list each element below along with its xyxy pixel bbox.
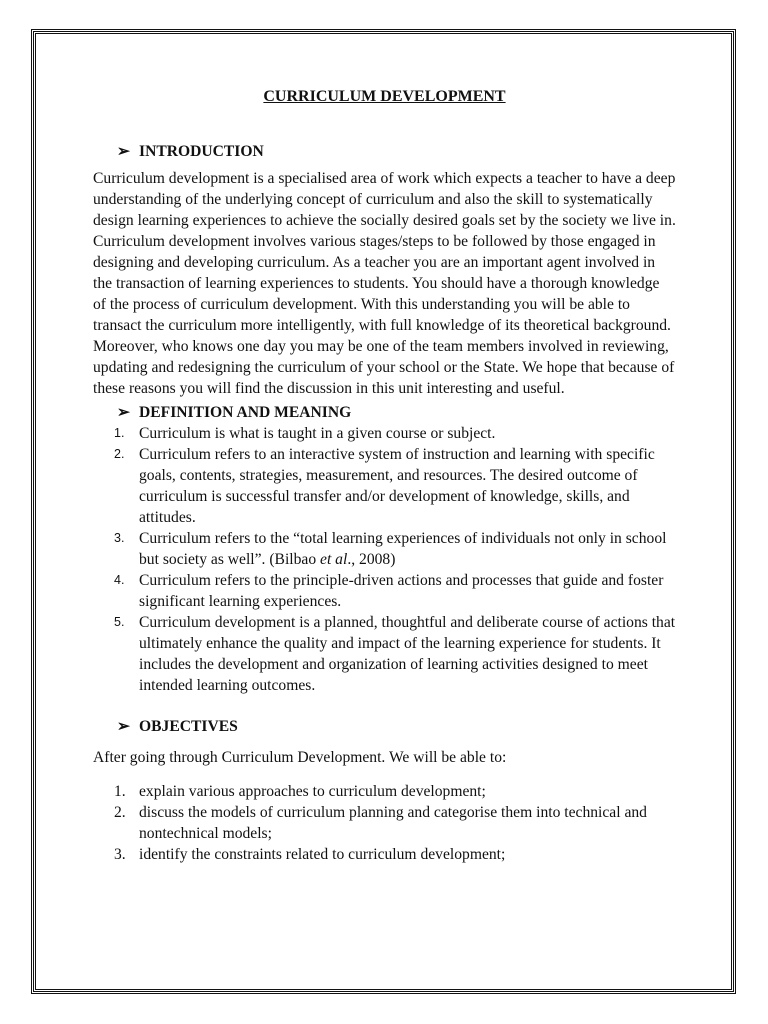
heading-text: OBJECTIVES <box>139 718 238 735</box>
objectives-list <box>93 781 676 865</box>
list-text: Curriculum refers to an interactive system of instruction and learning with specific goals, contents, strategies, measurement, and resources. The desired outcome of curriculum is successful transfer and/or development of knowledge, skills, and attitudes. <box>139 446 655 526</box>
list-number: 2. <box>114 447 125 461</box>
list-item <box>93 423 676 444</box>
list-number: 1. <box>114 783 126 800</box>
list-text: identify the constraints related to curriculum development; <box>139 846 506 863</box>
list-text <box>139 528 676 570</box>
list-text-before: Curriculum refers to the “total learning experiences of individuals not only in school but society as well”. (Bilbao <box>139 530 667 568</box>
list-text: discuss the models of curriculum planning and categorise them into technical and nontechnical models; <box>139 804 647 842</box>
list-item <box>93 612 676 696</box>
list-item <box>93 802 676 844</box>
section-heading-introduction <box>93 141 676 162</box>
heading-text: INTRODUCTION <box>139 143 264 160</box>
list-number: 4. <box>114 573 125 587</box>
arrow-bullet-icon: ➢ <box>117 143 131 160</box>
document-title: CURRICULUM DEVELOPMENT <box>263 88 506 105</box>
list-number: 1. <box>114 426 125 440</box>
list-text-italic: et al <box>320 551 348 568</box>
list-item <box>93 444 676 528</box>
heading-text: DEFINITION AND MEANING <box>139 404 352 421</box>
objectives-intro: After going through Curriculum Development. We will be able to: <box>93 749 507 766</box>
list-text: explain various approaches to curriculum development; <box>139 783 486 800</box>
list-number: 3. <box>114 846 126 863</box>
list-text-after: ., 2008) <box>347 551 396 568</box>
list-text: Curriculum development is a planned, thoughtful and deliberate course of actions that ultimately enhance the quality and impact of the learning experience for students. It includes the development and organization of learning activities designed to meet intended learning outcomes. <box>139 614 676 694</box>
list-number: 3. <box>114 531 125 545</box>
list-item <box>93 570 676 612</box>
list-item <box>93 528 676 570</box>
arrow-bullet-icon: ➢ <box>117 718 131 735</box>
section-heading-objectives <box>93 716 676 737</box>
list-item <box>93 844 676 865</box>
list-number: 5. <box>114 615 125 629</box>
list-text: Curriculum refers to the principle-driven actions and processes that guide and foster significant learning experiences. <box>139 572 664 610</box>
list-text: Curriculum is what is taught in a given course or subject. <box>139 425 496 442</box>
document-body <box>93 86 676 865</box>
definition-list <box>93 423 676 696</box>
list-item <box>93 781 676 802</box>
introduction-paragraph: Curriculum development is a specialised area of work which expects a teacher to have a deep understanding of the underlying concept of curriculum and also the skill to systematically design learning experiences to achieve the socially desired goals set by the society we live in. Curriculum development involves various stages/steps to be followed by those engaged in designing and developing curriculum. As a teacher you are an important agent involved in the transaction of learning experiences to students. You should have a thorough knowledge of the process of curriculum development. With this understanding you will be able to transact the curriculum more intelligently, with full knowledge of its theoretical background. Moreover, who knows one day you may be one of the team members involved in reviewing, updating and redesigning the curriculum of your school or the State. We hope that because of these reasons you will find the discussion in this unit interesting and useful. <box>93 170 676 397</box>
section-heading-definition <box>93 402 676 423</box>
list-number: 2. <box>114 804 126 821</box>
arrow-bullet-icon: ➢ <box>117 404 131 421</box>
